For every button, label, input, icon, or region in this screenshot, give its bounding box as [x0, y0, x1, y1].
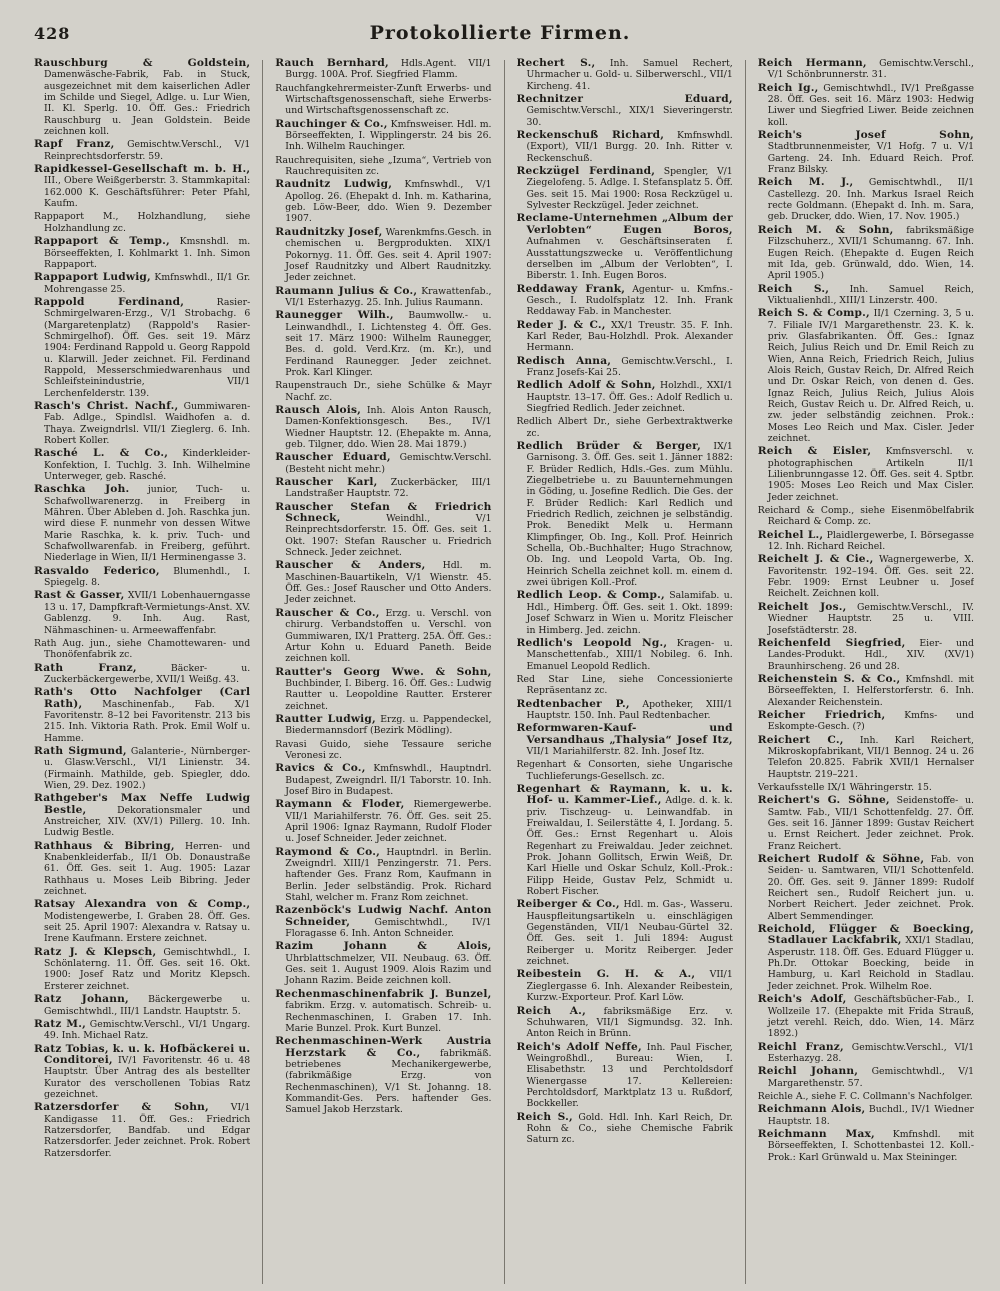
- firm-entry: [517, 94, 733, 128]
- firm-details: Spengler, V/1 Ziegelofeng. 5. Adlge. I. Stefansplatz 5. Öff. Ges. seit 15. Mai 1900: Rosa Reckzügel u. Sylvester Reckzügel. Jeder zeichnet.: [526, 166, 733, 212]
- firm-name: Reichenstein S. & Co.,: [757, 672, 901, 685]
- firm-entry: [275, 119, 491, 153]
- firm-name: Razenböck's Ludwig Nachf. Anton Schneider,: [275, 904, 492, 928]
- firm-entry: [517, 166, 733, 211]
- firm-details: Inh. Paul Fischer, Weingroßhdl., Bureau: Wien, I. Elisabethstr. 13 und Perchtoldsdorf Wienergasse 17. Kellereien: Perchtoldsdorf, Marktplatz 13 u. Rußdorf, Bockkeller.: [526, 1041, 733, 1110]
- firm-details: Kmfns- und Eskompte-Gesch. (?): [767, 709, 974, 733]
- firm-name: Reich & Eisler,: [757, 445, 872, 458]
- firm-entry: [517, 380, 733, 414]
- firm-entry: [758, 284, 974, 307]
- firm-name: Rasvaldo Federico,: [34, 564, 160, 577]
- firm-entry: [275, 502, 491, 559]
- firm-details: Gemischtw.Verschl., VI/1 Esterhazyg. 28.: [767, 1041, 974, 1064]
- firm-entry: [34, 297, 250, 399]
- firm-name: Rauscher & Anders,: [275, 559, 426, 572]
- firm-details: Rauchfangkehrermeister-Zunft Erwerbs- und Wirtschaftsgenossenschaft, siehe Erwerbs- und Wirtschaftsgenossenschaft zc.: [275, 82, 492, 117]
- firm-details: Gemischtwhdl., IV/1 Preßgasse 28. Öff. Ges. seit 16. März 1903: Hedwig Liwer und Siegfried Liwer. Beide zeichnen koll.: [767, 82, 974, 128]
- firm-details: Regenhart & Consorten, siehe Ungarische Tuchlieferungs-Gesellsch. zc.: [516, 759, 733, 782]
- firm-entry: [758, 602, 974, 636]
- columns-container: [34, 58, 974, 1286]
- firm-details: II/1 Czerning. 3, 5 u. 7. Filiale IV/1 Margarethenstr. 23. K. k. priv. Glasfabrikanten. Öff. Ges.: Ignaz Reich, Julius Reich und Dr. Emil Reich zu Wien, Anna Reich, Friedrich Reich, Julius Alois Reich, Gustav Reich, Dr. Alfred Reich und Dr. Oskar Reich, von denen d. Ges. Ignaz Reich, Julius Reich, Julius Alois Reich, Gustav Reich u. Dr. Alfred Reich, u. zw. jeder selbständig zeichnen. Prok.: Moses Leo Reich und Max. Cisler. Jeder zeichnet.: [767, 308, 974, 444]
- firm-details: Rath Aug. jun., siehe Chamottewaren- und Thonöfenfabrik zc.: [34, 637, 251, 661]
- firm-name: Reichert C.,: [757, 733, 844, 746]
- firm-entry: [34, 746, 250, 791]
- firm-name: Redlich Adolf & Sohn,: [516, 379, 656, 392]
- firm-name: Raudnitzky Josef,: [275, 225, 383, 238]
- page-number: 428: [34, 24, 71, 43]
- firm-details: Maschinenfab., Fab. X/1 Favoritenstr. 8–12 bei Favoritenstr. 213 bis 215. Inh. Viktoria Rath. Prok. Emil Wolf u. Hamme.: [44, 698, 251, 744]
- firm-details: Gemischtw.Verschl., V/1 Schönbrunnerstr. 31.: [767, 58, 974, 81]
- firm-details: Gemischtwhdl., II/1 Castellezg. 20. Inh. Markus Israel Reich recte Goldmann. (Ehepakt d. Inh. m. Sara, geb. Drucker, ddo. Wien, 17. Nov. 1905.): [767, 177, 974, 223]
- firm-name: Rathgeber's Max Neffe Ludwig Bestle,: [34, 792, 251, 816]
- firm-details: Gemischtw.Verschl. (Besteht nicht mehr.): [285, 452, 492, 475]
- firm-details: Gemischtwhdl., I. Schönlaterng. 11. Öff. Ges. seit 16. Okt. 1900: Josef Ratz und Moritz Klepsch. Ersterer zeichnet.: [44, 946, 251, 992]
- firm-details: Kragen- u. Manschettenfab., XIII/1 Nobileg. 6. Inh. Emanuel Leopold Redlich.: [526, 637, 733, 672]
- firm-details: Hauptndrl. in Berlin. Zweigndrl. XIII/1 Penzingerstr. 71. Pers. haftender Ges. Franz Rom, Kaufmann in Berlin. Jeder selbständig. Prok. Richard Stahl, welcher m. Franz Rom zeichnet.: [285, 846, 492, 904]
- firm-name: Reich's Josef Sohn,: [757, 129, 974, 142]
- firm-name: Rauschburg & Goldstein,: [34, 58, 251, 69]
- firm-entry: [517, 674, 733, 697]
- firm-details: XVII/1 Lobenhauerngasse 13 u. 17, Dampfkraft-Vermietungs-Anst. XV. Gablenzg. 9. Inh. Aug. Rast, Nähmaschinen- u. Armeewaffenfabr.: [44, 590, 251, 636]
- firm-details: Eier- und Landes-Produkt. Hdl., XIV. (XV/1) Braunhirscheng. 26 und 28.: [767, 637, 974, 672]
- firm-entry: [275, 452, 491, 475]
- firm-entry: [758, 924, 974, 992]
- firm-entry: [517, 638, 733, 672]
- firm-details: Riemergewerbe. VII/1 Mariahilferstr. 76. Öff. Ges. seit 25. April 1906: Ignaz Raymann, Rudolf Floder u. Josef Schneider. Jeder zeichnet.: [285, 799, 492, 845]
- firm-entry: [275, 58, 491, 81]
- firm-details: Rauchrequisiten, siehe „Izuma“, Vertrieb von Rauchrequisiten zc.: [275, 154, 492, 178]
- firm-entry: [34, 947, 250, 992]
- column-4: [758, 58, 974, 1286]
- firm-entry: [517, 416, 733, 439]
- firm-entry: [34, 663, 250, 686]
- firm-name: Reclame-Unternehmen „Album der Verlobten“ Eugen Boros,: [516, 212, 733, 236]
- firm-entry: [517, 969, 733, 1003]
- firm-details: Hdl. m. Gas-, Wasseru. Hauspfleitungsartikeln u. einschlägigen Gegenständen, VII/1 Neubau-Gürtel 32. Öff. Ges. seit 1. Juli 1894: August Reiberger u. Moritz Reiberger. Jeder zeichnet.: [526, 899, 733, 968]
- firm-entry: [34, 994, 250, 1017]
- firm-entry: [758, 58, 974, 81]
- firm-details: Zuckerbäcker, III/1 Landstraßer Hauptstr. 72.: [285, 477, 492, 500]
- firm-details: Inh. Karl Reichert, Mikroskopfabrikant, VII/1 Bennog. 24 u. 26 Telefon 20.825. Fabrik XVII/1 Hernalser Hauptstr. 219–221.: [767, 734, 974, 780]
- firm-name: Reckzügel Ferdinand,: [516, 165, 656, 178]
- firm-name: Reichel L.,: [757, 528, 824, 541]
- firm-name: Ratz M.,: [34, 1017, 87, 1030]
- firm-details: Modistengewerbe, I. Graben 28. Öff. Ges. seit 25. April 1907: Alexandra v. Ratsay u. Irene Kaufmann. Erstere zeichnet.: [44, 910, 251, 945]
- firm-name: Rauchinger & Co.,: [275, 117, 388, 130]
- firm-name: Rath Sigmund,: [34, 744, 127, 757]
- firm-entry: [517, 590, 733, 635]
- firm-details: IV/1 Favoritenstr. 46 u. 48 Hauptstr. Über Antrag des als bestellter Kurator des verschollenen Tobias Ratz gezeichnet.: [44, 1054, 251, 1100]
- firm-details: Baumwollw.- u. Leinwandhdl., I. Lichtensteg 4. Öff. Ges. seit 17. März 1900: Wilhelm Raunegger, Bes. d. gold. Verd.Krz. (m. Kr.), und Ferdinand Raunegger. Jeder zeichnet. Prok. Karl Klinger.: [285, 310, 492, 378]
- firm-entry: [34, 1019, 250, 1042]
- firm-details: Gummiwaren-Fab. Adlge., Spindlsl. Waidhofen a. d. Thaya. Zweigndrlsl. VII/1 Zieglerg. 6. Inh. Robert Koller.: [44, 400, 251, 446]
- firm-name: Raunegger Wilh.,: [275, 309, 394, 322]
- firm-details: Bäckergewerbe u. Gemischtwhdl., III/1 Landstr. Hauptstr. 5.: [44, 994, 251, 1017]
- firm-entry: [517, 899, 733, 967]
- firm-name: Reichmann Alois,: [757, 1103, 866, 1116]
- firm-entry: [275, 405, 491, 450]
- firm-name: Reckenschuß Richard,: [516, 129, 665, 142]
- firm-name: Redlich's Leopold Ng.,: [516, 636, 668, 649]
- firm-details: Galanterie-, Nürnberger- u. Glasw.Verschl., VI/1 Linienstr. 34. (Firmainh. Mathilde, geb. Spiegler, ddo. Wien, 29. Dez. 1902.): [44, 745, 251, 791]
- firm-entry: [275, 905, 491, 939]
- firm-details: fabriksmäßige Filzschuherz., XVII/1 Schumanng. 67. Inh. Eugen Reich. (Ehepakte d. Eugen Reich mit Ida, geb. Grünwald, ddo. Wien, 14. April 1905.): [767, 224, 974, 282]
- running-head: Protokollierte Firmen.: [369, 22, 631, 44]
- firm-name: Reich S.,: [516, 1110, 573, 1123]
- firm-details: Kmfnswhdl., Hauptndrl. Budapest, Zweigndrl. II/1 Taborstr. 10. Inh. Josef Biro in Budapest.: [285, 763, 492, 797]
- firm-entry: [275, 714, 491, 737]
- firm-details: Hdls.Agent. VII/1 Burgg. 100A. Prof. Siegfried Flamm.: [285, 58, 492, 81]
- firm-details: Salamifab. u. Hdl., Himberg. Öff. Ges. seit 1. Okt. 1899: Josef Schwarz in Wien u. Moritz Fleischer in Himberg. Jed. zeichn.: [526, 590, 733, 636]
- firm-name: Reichmann Max,: [757, 1127, 875, 1140]
- firm-details: Inh. Samuel Rechert, Uhrmacher u. Gold- u. Silberwerschl., VII/1 Kircheng. 41.: [526, 58, 733, 92]
- firm-name: Reichelt Jos.,: [757, 600, 847, 613]
- firm-name: Rechenmaschinenfabrik J. Bunzel,: [275, 987, 492, 1000]
- firm-details: Blumenhdl., I. Spiegelg. 8.: [44, 565, 251, 589]
- firm-details: Agentur- u. Kmfns.-Gesch., I. Rudolfsplatz 12. Inh. Frank Reddaway Fab. in Manchester.: [526, 283, 733, 318]
- firm-entry: [758, 308, 974, 444]
- column-divider: [504, 60, 505, 1284]
- firm-entry: [275, 799, 491, 844]
- firm-name: Ratz Johann,: [34, 993, 129, 1006]
- firm-details: Kmfnshdl. mit Börseeffekten, I. Helferstorferstr. 6. Inh. Alexander Reichenstein.: [767, 673, 974, 708]
- firm-details: Erzg. u. Verschl. von chirurg. Verbandstoffen u. Verschl. von Gummiwaren, IX/1 Pratterg. 25A. Öff. Ges.: Artur Kohn u. Eduard Paneth. Beide zeichnen koll.: [285, 607, 492, 665]
- firm-name: Redlich Leop. & Comp.,: [516, 589, 665, 602]
- firm-entry: [275, 989, 491, 1034]
- firm-name: Reichert Rudolf & Söhne,: [757, 853, 925, 866]
- firm-name: Reich M. J.,: [757, 176, 854, 189]
- firm-entry: [34, 484, 250, 563]
- firm-details: Stadtbrunnenmeister, V/1 Hofg. 7 u. V/1 Garteng. 24. Inh. Eduard Reich. Prof. Franz Bilsky.: [767, 141, 974, 176]
- firm-details: Kmfnswhdl. (Export), VII/1 Burgg. 20. Inh. Ritter v. Reckenschuß.: [526, 130, 733, 164]
- firm-details: Gemischtwhdl., V/1 Margarethenstr. 57.: [767, 1066, 974, 1089]
- firm-name: Reder J. & C.,: [516, 318, 606, 331]
- firm-entry: [517, 441, 733, 588]
- firm-details: fabrikm. Erzg. v. automatisch. Schreib- u. Rechenmaschinen, I. Graben 17. Inh. Marie Bunzel. Prok. Kurt Bunzel.: [285, 1000, 492, 1034]
- firm-entry: [34, 164, 250, 209]
- firm-details: Uhrblattschmelzer, VII. Neubaug. 63. Öff. Ges. seit 1. August 1909. Alois Razim und Johann Razim. Beide zeichnen koll.: [285, 952, 492, 987]
- firm-entry: [517, 356, 733, 379]
- firm-details: Kmsnshdl. m. Börseeffekten, I. Kohlmarkt 1. Inh. Simon Rappaport.: [44, 236, 251, 270]
- firm-details: fabriksmäßige Erz. v. Schuhwaren, VII/1 Sigmundsg. 32. Inh. Anton Reich in Brünn.: [526, 1005, 733, 1040]
- firm-entry: [758, 994, 974, 1039]
- firm-details: Gemischtw.Verschl., XIX/1 Sieveringerstr. 30.: [526, 105, 733, 128]
- firm-name: Raschka Joh.: [34, 483, 130, 496]
- firm-name: Redlich Brüder & Berger,: [516, 440, 702, 452]
- firm-name: Reichert's G. Söhne,: [757, 794, 890, 807]
- firm-details: Redlich Albert Dr., siehe Gerbextraktwerke zc.: [516, 416, 733, 439]
- firm-entry: [275, 155, 491, 178]
- firm-entry: [758, 1129, 974, 1163]
- firm-name: Rauch Bernhard,: [275, 58, 389, 69]
- firm-details: Kmfnswhdl., V/1 Apollog. 26. (Ehepakt d. Inh. m. Katharina, geb. Löw-Beer, ddo. Wien 9. Dezember 1907.: [285, 179, 492, 225]
- firm-details: Dekorationsmaler und Anstreicher, XIV. (XV/1) Pillerg. 10. Inh. Ludwig Bestle.: [44, 804, 251, 839]
- firm-entry: [758, 1042, 974, 1065]
- firm-details: Raupenstrauch Dr., siehe Schülke & Mayr Nachf. zc.: [275, 380, 492, 403]
- firm-name: Reicher Friedrich,: [757, 708, 886, 721]
- firm-entry: [275, 847, 491, 904]
- firm-name: Regenhart & Raymann, k. u. k. Hof- u. Kammer-Lief.,: [516, 782, 733, 807]
- firm-name: Rauscher Stefan & Friedrich Schneck,: [275, 500, 492, 525]
- firm-details: XXI/1 Stadlau, Asperustr. 118. Öff. Ges. Eduard Flügger u. Ph.Dr. Ottokar Boecking, beide in Hamburg, u. Karl Reichold in Stadlau. Jeder zeichnet. Prok. Wilhelm Roe.: [767, 935, 974, 992]
- firm-entry: [275, 739, 491, 762]
- firm-name: Rath Franz,: [34, 661, 137, 674]
- firm-details: Herren- und Knabenkleiderfab., II/1 Ob. Donaustraße 61. Öff. Ges. seit 1. Aug. 1905: Lazar Rathhaus u. Moses Leib Bibring. Jeder zeichnet.: [44, 840, 251, 898]
- firm-entry: [758, 735, 974, 780]
- firm-details: Ravasi Guido, siehe Tessaure seriche Veronesi zc.: [275, 738, 492, 761]
- firm-details: IX/1 Garnisong. 3. Öff. Ges. seit 1. Jänner 1882: F. Brüder Redlich, Hdls.-Ges. zum Mühlu. Ziegelbetriebe u. zu Bauunternehmungen in Göding, u. Josefine Redlich. Die Ges. der F. Brüder Redlich: Karl Redlich und Friedrich Redlich, zeichnen je selbständig. Prok. Benedikt Melk u. Hermann Klimpfinger, Ob. Ing., Koll. Prof. Heinrich Schella, Ob.-Buchhalter; Hugo Strachnow, Ob. Ing. und Leopold Varta, Ob. Ing. Heinrich Schella zeichnet koll. m. einem d. zwei übrigen Koll.-Prof.: [526, 441, 733, 589]
- firm-entry: [758, 554, 974, 599]
- firm-entry: [275, 477, 491, 500]
- firm-entry: [517, 1112, 733, 1146]
- firm-entry: [34, 638, 250, 661]
- firm-name: Raumann Julius & Co.,: [275, 284, 418, 297]
- firm-entry: [758, 177, 974, 222]
- firm-entry: [758, 674, 974, 708]
- firm-entry: [275, 560, 491, 605]
- firm-details: Gemischtw.Verschl., VI/1 Ungarg. 49. Inh. Michael Ratz.: [44, 1018, 251, 1042]
- firm-details: Gemischtwhdl., IV/1 Floragasse 6. Inh. Anton Schneider.: [285, 916, 492, 940]
- firm-details: Gold. Hdl. Inh. Karl Reich, Dr. Rohn & Co., siehe Chemische Fabrik Saturn zc.: [526, 1111, 733, 1146]
- column-divider: [745, 60, 746, 1284]
- firm-entry: [517, 1006, 733, 1040]
- firm-details: Apotheker, XIII/1 Hauptstr. 150. Inh. Paul Redtenbacher.: [526, 698, 733, 721]
- firm-entry: [275, 380, 491, 403]
- column-2: [275, 58, 491, 1286]
- firm-entry: [275, 763, 491, 797]
- firm-name: Rauscher & Co.,: [275, 606, 380, 619]
- firm-entry: [517, 213, 733, 281]
- firm-name: Rapf Franz,: [34, 138, 115, 151]
- firm-details: XX/1 Treustr. 35. F. Inh. Karl Reder, Bau-Holzhdl. Prok. Alexander Hermann.: [526, 319, 733, 354]
- firm-details: fabrikmäß. betriebenes Mechanikergewerbe, (fabrikmäßige Erzg. von Rechenmaschinen), V/1 St. Johanng. 18. Kommandit-Ges. Pers. haftender Ges. Samuel Jakob Herzstark.: [285, 1047, 492, 1116]
- firm-name: Reich A.,: [516, 1004, 586, 1017]
- firm-name: Reiberger & Co.,: [516, 898, 620, 911]
- firm-name: Redtenbacher P.,: [516, 697, 630, 710]
- firm-details: Seidenstoffe- u. Samtw. Fab., VII/1 Schottenfeldg. 27. Öff. Ges. seit 16. Jänner 1899: Gustav Reichert u. Ernst Reichert. Jeder zeichnet. Prok. Franz Reichert.: [767, 795, 974, 852]
- firm-entry: [34, 272, 250, 295]
- firm-name: Rappaport Ludwig,: [34, 271, 151, 284]
- firm-details: Kinderkleider-Konfektion, I. Tuchlg. 3. Inh. Wilhelmine Unterweger, geb. Rasché.: [44, 448, 251, 483]
- firm-entry: [34, 58, 250, 137]
- firm-name: Reich's Adolf Neffe,: [516, 1040, 642, 1053]
- firm-name: Ratz Tobias, k. u. k. Hofbäckerei u. Conditorei,: [34, 1042, 251, 1066]
- firm-details: Wagnergewerbe, X. Favoritenstr. 192–194. Öff. Ges. seit 22. Febr. 1909: Ernst Leubner u. Josef Reichelt. Zeichnen koll.: [767, 554, 974, 600]
- firm-entry: [517, 320, 733, 354]
- firm-name: Ravics & Co.,: [275, 762, 366, 775]
- firm-entry: [517, 130, 733, 164]
- firm-details: junior, Tuch- u. Schafwollwarenerzg. in Freiberg in Mähren. Über Ableben d. Joh. Raschka jun. wird diese F. nunmehr von dessen Witwe Marie Raschka, k. k. priv. Tuch- und Schafwollwarenfab. in Freiberg, geführt. Niederlage in Wien, II/1 Herminengasse 3.: [44, 484, 251, 564]
- firm-details: Rasier-Schmirgelwaren-Erzg., V/1 Strobachg. 6 (Margaretenplatz) (Rappold's Rasier-Schmirgelhof). Öff. Ges. seit 19. März 1904: Ferdinand Rappold u. Georg Rappold u. Klarwill. Jeder zeichnet. Fil. Ferdinand Rappold, Messerschmiedwarenhaus und Schleifsteinindustrie, VII/1 Lerchenfelderstr. 139.: [44, 296, 251, 399]
- firm-name: Rautter's Georg Wwe. & Sohn,: [275, 665, 492, 678]
- firm-entry: [758, 782, 974, 793]
- firm-details: Red Star Line, siehe Concessionierte Repräsentanz zc.: [516, 673, 733, 697]
- firm-entry: [275, 1036, 491, 1115]
- firm-name: Redisch Anna,: [516, 354, 612, 367]
- firm-name: Rappaport & Temp.,: [34, 235, 170, 248]
- firm-name: Reich Hermann,: [757, 58, 867, 69]
- firm-details: Hdl. m. Maschinen-Bauartikeln, V/1 Wienstr. 45. Öff. Ges.: Josef Rauscher und Otto Anders. Jeder zeichnet.: [285, 560, 492, 606]
- firm-name: Rechenmaschinen-Werk Austria Herzstark & Co.,: [275, 1035, 492, 1059]
- firm-details: Kmfnsweiser. Hdl. m. Börseeffekten, I. Wipplingerstr. 24 bis 26. Inh. Wilhelm Rauchinger.: [285, 118, 492, 153]
- firm-name: Rast & Gasser,: [34, 589, 125, 602]
- firm-details: Holzhdl., XXI/1 Hauptstr. 13–17. Öff. Ges.: Adolf Redlich u. Siegfried Redlich. Jeder zeichnet.: [526, 380, 733, 414]
- firm-details: III., Obere Weißgerberstr. 3. Stammkapital: 162.000 K. Geschäftsführer: Peter Pfahl, Kaufm.: [44, 175, 251, 210]
- firm-details: Gemischtw.Verschl., I. Franz Josefs-Kai 25.: [526, 355, 733, 378]
- firm-details: Gemischtw.Verschl., V/1 Reinprechtsdorferstr. 59.: [44, 139, 251, 162]
- firm-details: Rappaport M., Holzhandlung, siehe Holzhandlung zc.: [34, 211, 251, 234]
- firm-name: Rasch's Christ. Nachf.,: [34, 399, 179, 412]
- firm-details: Weindhl., V/1 Reinprechtsdorferstr. 15. Öff. Ges. seit 1. Okt. 1907: Stefan Rauscher u. Friedrich Schneck. Jeder zeichnet.: [285, 513, 492, 559]
- firm-details: Damenwäsche-Fabrik, Fab. in Stuck, ausgezeichnet mit dem kaiserlichen Adler im Schilde und Siegel, Adlge. u. Lur Wien, II. Kl. Sperlg. 10. Öff. Ges.: Friedrich Rauschburg u. Jean Goldstein. Beide zeichnen koll.: [44, 69, 251, 138]
- firm-entry: [517, 699, 733, 722]
- firm-entry: [758, 710, 974, 733]
- firm-name: Reichl Johann,: [757, 1065, 859, 1078]
- firm-details: Plaidlergewerbe, I. Börsegasse 12. Inh. Richard Reichel.: [767, 529, 974, 553]
- firm-name: Ratzersdorfer & Sohn,: [34, 1101, 209, 1114]
- firm-name: Rath's Otto Nachfolger (Carl Rath),: [34, 686, 251, 710]
- firm-name: Rausch Alois,: [275, 403, 362, 416]
- firm-details: Reichard & Comp., siehe Eisenmöbelfabrik Reichard & Comp. zc.: [757, 505, 974, 528]
- firm-name: Rauscher Eduard,: [275, 451, 391, 464]
- firm-entry: [34, 687, 250, 744]
- firm-entry: [275, 667, 491, 712]
- firm-entry: [34, 1102, 250, 1159]
- column-1: [34, 58, 250, 1286]
- firm-name: Raymond & Co.,: [275, 845, 381, 858]
- firm-entry: [34, 236, 250, 270]
- firm-name: Rasché L. & Co.,: [34, 447, 169, 460]
- firm-name: Reich Ig.,: [757, 81, 819, 94]
- firm-name: Reddaway Frank,: [516, 282, 626, 295]
- firm-details: VII/1 Mariahilferstr. 82. Inh. Josef Itz.: [526, 745, 705, 757]
- firm-details: Inh. Samuel Reich, Viktualienhdl., XIII/1 Linzerstr. 400.: [767, 283, 974, 306]
- firm-details: Fab. von Seiden- u. Samtwaren, VII/1 Schottenfeld. 20. Öff. Ges. seit 9. Jänner 1899: Rudolf Reichert sen., Rudolf Reichert jun. u. Norbert Reichert. Jeder zeichnet. Prok. Albert Semmendinger.: [767, 854, 974, 922]
- firm-entry: [275, 941, 491, 986]
- firm-name: Reformwaren-Kauf- und Versandhaus „Thalysia“ Josef Itz,: [516, 722, 733, 746]
- firm-entry: [34, 139, 250, 162]
- firm-entry: [758, 1104, 974, 1127]
- firm-details: Gemischtw.Verschl., IV. Wiedner Hauptstr. 25 u. VIII. Josefstädterstr. 28.: [767, 601, 974, 636]
- firm-entry: [758, 225, 974, 282]
- firm-entry: [758, 1066, 974, 1089]
- firm-entry: [758, 83, 974, 128]
- firm-entry: [275, 83, 491, 117]
- firm-entry: [34, 401, 250, 446]
- column-3: [517, 58, 733, 1286]
- firm-name: Rautter Ludwig,: [275, 712, 376, 725]
- firm-entry: [517, 1042, 733, 1110]
- firm-name: Reich S. & Comp.,: [757, 307, 870, 320]
- firm-entry: [758, 446, 974, 503]
- firm-details: Erzg. u. Pappendeckel, Biedermannsdorf (Bezirk Mödling).: [285, 713, 492, 737]
- firm-name: Reichl Franz,: [757, 1040, 844, 1053]
- firm-entry: [275, 608, 491, 665]
- firm-name: Reich S.,: [757, 282, 830, 295]
- firm-details: Kmfnsverschl. v. photographischen Artikeln II/1 Lilienbrunngasse 12. Öff. Ges. seit 4. Sptbr. 1905: Moses Leo Reich und Max Cisler. Jeder zeichnet.: [767, 446, 974, 503]
- firm-details: Kmfnswhdl., II/1 Gr. Mohrengasse 25.: [44, 272, 251, 295]
- firm-entry: [34, 793, 250, 838]
- firm-name: Reibestein G. H. & A.,: [516, 968, 696, 981]
- firm-entry: [517, 784, 733, 897]
- firm-entry: [758, 795, 974, 852]
- firm-entry: [517, 284, 733, 318]
- firm-name: Rapidkessel-Gesellschaft m. b. H.,: [34, 163, 251, 176]
- firm-details: Reichle A., siehe F. C. Collmann's Nachfolger.: [757, 1090, 973, 1102]
- firm-details: Warenkmfns.Gesch. in chemischen u. Bergprodukten. XIX/1 Pokornyg. 11. Öff. Ges. seit 4. April 1907: Josef Raudnitzky und Albert Raudnitzky. Jeder zeichnet.: [285, 226, 492, 284]
- firm-details: Inh. Alois Anton Rausch, Damen-Konfektionsgesch. Bes., IV/1 Wiedner Hauptstr. 12. (Ehepakte m. Anna, geb. Tilgner, ddo. Wien 28. Mai 1879.): [285, 404, 492, 450]
- firm-entry: [758, 638, 974, 672]
- firm-entry: [517, 723, 733, 757]
- firm-entry: [275, 310, 491, 378]
- firm-details: Buchbinder, I. Biberg. 16. Öff. Ges.: Ludwig Rautter u. Leopoldine Rautter. Ersterer zeichnet.: [285, 677, 492, 712]
- firm-name: Reichold, Flügger & Boecking, Stadlauer Lackfabrik,: [757, 923, 974, 947]
- firm-name: Reich's Adolf,: [757, 993, 847, 1006]
- firm-entry: [34, 841, 250, 898]
- firm-entry: [275, 227, 491, 284]
- firm-details: Geschäftsbücher-Fab., I. Wollzeile 17. (Ehepakte mit Frida Strauß, jetzt verehl. Reich, ddo. Wien, 14. März 1892.): [767, 994, 974, 1040]
- firm-entry: [34, 1044, 250, 1101]
- firm-name: Rechert S.,: [516, 58, 596, 69]
- firm-entry: [758, 130, 974, 175]
- column-divider: [262, 60, 263, 1284]
- firm-details: Adlge. d. k. k. priv. Tischzeug- u. Leinwandfab. in Freiwaldau, I. Seilerstätte 4, I. Jordang. 5. Öff. Ges.: Ernst Regenhart u. Alois Regenhart zu Freiwaldau. Jeder zeichnet. Prok. Johann Gollitsch, Erwin Weiß, Dr. Karl Hielle und Oskar Schulz, Koll.-Prok.: Filipp Heide, Gustav Pelz, Schmidt u. Robert Fischer.: [526, 795, 733, 898]
- firm-name: Rechnitzer Eduard,: [516, 93, 733, 106]
- firm-entry: [275, 179, 491, 224]
- firm-details: Verkaufsstelle IX/1 Währingerstr. 15.: [757, 781, 932, 793]
- firm-entry: [758, 1091, 974, 1102]
- firm-details: VII/1 Zieglergasse 6. Inh. Alexander Reibestein, Kurzw.-Exporteur. Prof. Karl Löw.: [526, 969, 733, 1004]
- firm-entry: [34, 590, 250, 635]
- firm-name: Raymann & Floder,: [275, 798, 405, 811]
- firm-details: Buchdl., IV/1 Wiedner Hauptstr. 18.: [767, 1104, 974, 1127]
- firm-entry: [34, 448, 250, 482]
- firm-entry: [517, 759, 733, 782]
- firm-details: Aufnahmen v. Geschäftsinseraten f. Ausstattungszwecke u. Veröffentlichung derselben im „Album der Verlobten“, I. Biberstr. 1. Inh. Eugen Boros.: [526, 236, 733, 282]
- firm-details: Bäcker- u. Zuckerbäckergewerbe, XVII/1 Weißg. 43.: [44, 662, 251, 685]
- firm-details: Krawattenfab., VI/1 Esterhazyg. 25. Inh. Julius Raumann.: [285, 285, 492, 308]
- firm-name: Reich M. & Sohn,: [757, 223, 894, 236]
- firm-name: Rathhaus & Bibring,: [34, 839, 175, 852]
- firm-entry: [758, 854, 974, 922]
- firm-entry: [34, 211, 250, 234]
- firm-details: Kmfnshdl. mit Börseeffekten, I. Schottenbastei 12. Koll.-Prok.: Karl Grünwald u. Max Steininger.: [767, 1128, 974, 1163]
- firm-entry: [34, 899, 250, 944]
- firm-name: Reichelt J. & Cie.,: [757, 553, 874, 566]
- firm-name: Raudnitz Ludwig,: [275, 178, 393, 191]
- firm-name: Reichenfeld Siegfried,: [757, 636, 906, 649]
- firm-entry: [517, 58, 733, 92]
- firm-name: Rauscher Karl,: [275, 476, 378, 489]
- firm-name: Ratsay Alexandra von & Comp.,: [34, 898, 251, 911]
- firm-name: Razim Johann & Alois,: [275, 940, 492, 953]
- firm-details: VI/1 Kandigasse 11. Öff. Ges.: Friedrich Ratzersdorfer, Bandfab. und Edgar Ratzersdorfer. Jeder zeichnet. Prok. Robert Ratzersdorfer.: [44, 1102, 251, 1159]
- firm-entry: [34, 566, 250, 589]
- firm-name: Rappold Ferdinand,: [34, 295, 185, 308]
- firm-name: Ratz J. & Klepsch,: [34, 945, 157, 958]
- firm-entry: [758, 505, 974, 528]
- firm-entry: [758, 530, 974, 553]
- firm-entry: [275, 286, 491, 309]
